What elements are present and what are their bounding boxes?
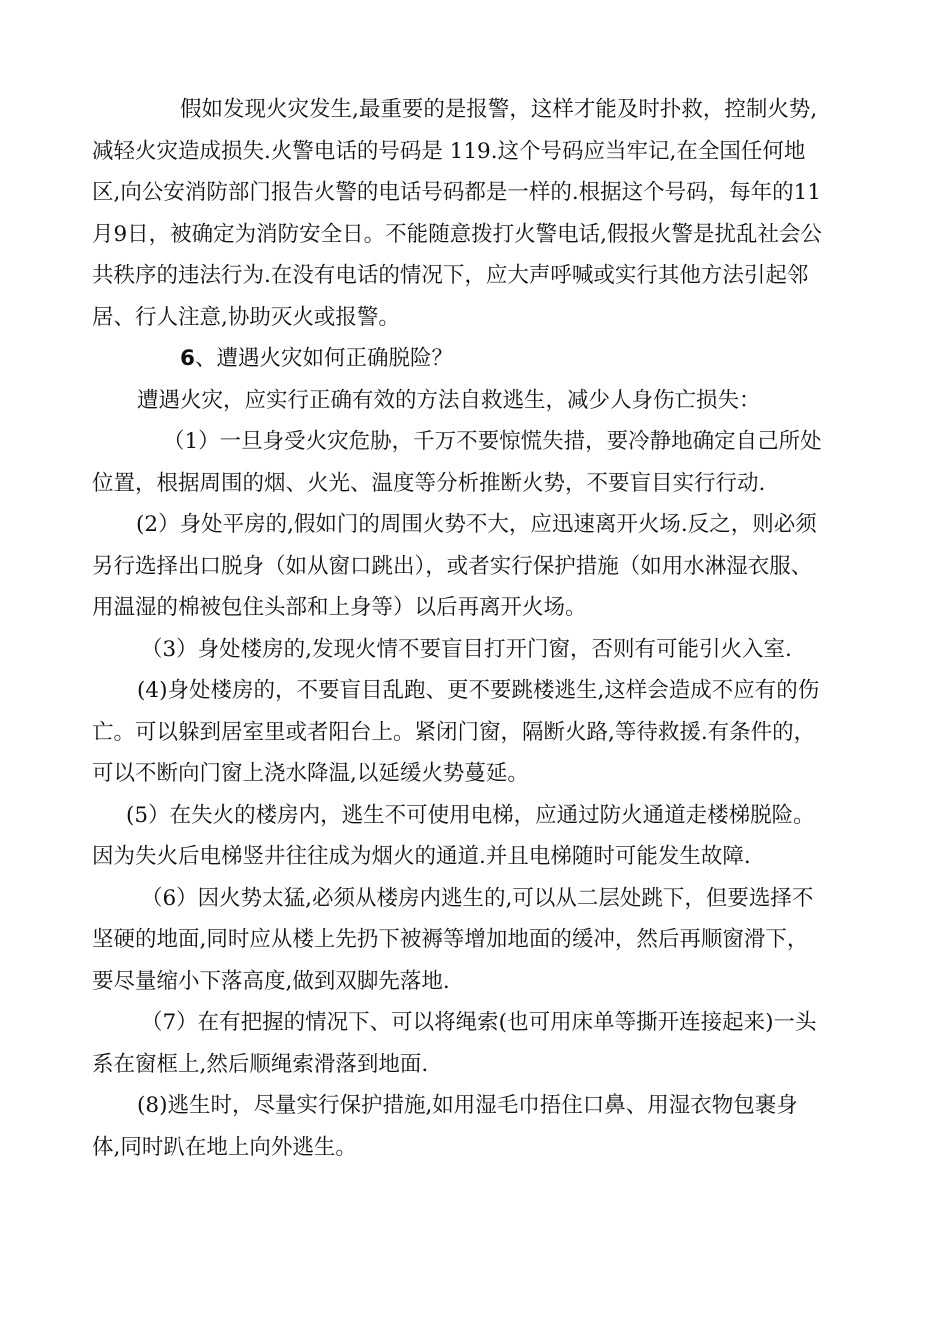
text-line: 共秩序的违法行为.在没有电话的情况下，应大声呼喊或实行其他方法引起邻	[92, 263, 809, 288]
section-number: 6	[180, 346, 195, 371]
text-line: （3）身处楼房的,发现火情不要盲目打开门窗，否则有可能引火入室.	[141, 636, 792, 662]
text-line: 区,向公安消防部门报告火警的电话号码都是一样的.根据这个号码，每年的11	[92, 180, 822, 205]
text-line: 因为失火后电梯竖井往往成为烟火的通道.并且电梯随时可能发生故障.	[92, 844, 751, 869]
text-line: （7）在有把握的情况下、可以将绳索(也可用床单等撕开连接起来)一头	[141, 1010, 817, 1035]
text-line: 遭遇火灾，应实行正确有效的方法自救逃生，减少人身伤亡损失：	[137, 387, 761, 413]
text-line: (4)身处楼房的，不要盲目乱跑、更不要跳楼逃生,这样会造成不应有的伤	[137, 678, 820, 703]
text-line: (8)逃生时，尽量实行保护措施,如用湿毛巾捂住口鼻、用湿衣物包裹身	[137, 1093, 798, 1118]
section-heading	[180, 345, 453, 373]
text-line: 月9日，被确定为消防安全日。不能随意拨打火警电话,假报火警是扰乱社会公	[92, 221, 823, 247]
text-line: (5）在失火的楼房内，逃生不可使用电梯，应通过防火通道走楼梯脱险。	[126, 802, 815, 828]
text-line: （6）因火势太猛,必须从楼房内逃生的,可以从二层处跳下，但要选择不	[141, 885, 814, 911]
text-line: 用温湿的棉被包住头部和上身等）以后再离开火场。	[92, 595, 587, 620]
text-line: 另行选择出口脱身（如从窗口跳出），或者实行保护措施（如用水淋湿衣服、	[92, 553, 813, 579]
text-line: （1）一旦身受火灾危胁，千万不要惊慌失措，要冷静地确定自己所处	[163, 429, 822, 454]
text-line: 坚硬的地面,同时应从楼上先扔下被褥等增加地面的缓冲，然后再顺窗滑下，	[92, 927, 809, 952]
text-line: 居、行人注意,协助灭火或报警。	[92, 304, 400, 330]
text-line: 要尽量缩小下落高度,做到双脚先落地.	[92, 968, 450, 994]
text-line: 假如发现火灾发生,最重要的是报警，这样才能及时扑救，控制火势,	[180, 97, 818, 122]
section-title: 、遭遇火灾如何正确脱险？	[194, 346, 453, 371]
text-line: 减轻火灾造成损失.火警电话的号码是 119.这个号码应当牢记,在全国任何地	[92, 138, 806, 164]
text-line: 亡。可以躲到居室里或者阳台上。紧闭门窗，隔断火路,等待救援.有条件的，	[92, 719, 816, 745]
text-line: 系在窗框上,然后顺绳索滑落到地面.	[92, 1051, 429, 1077]
text-line: (2）身处平房的,假如门的周围火势不大，应迅速离开火场.反之，则必须	[136, 512, 817, 537]
text-line: 可以不断向门窗上浇水降温,以延缓火势蔓延。	[92, 761, 529, 786]
text-line: 体,同时趴在地上向外逃生。	[92, 1134, 357, 1160]
text-line: 位置，根据周围的烟、火光、温度等分析推断火势，不要盲目实行行动.	[92, 470, 766, 496]
